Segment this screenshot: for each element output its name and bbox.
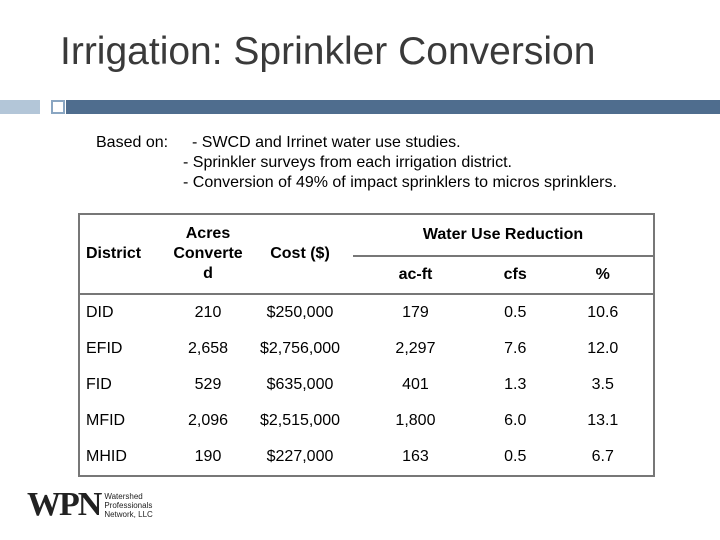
cell-cfs: 0.5: [504, 304, 527, 321]
cell-acft: 179: [402, 304, 429, 321]
header-accent-square: [51, 100, 65, 114]
wpn-logo: [27, 486, 153, 524]
cell-cfs: 7.6: [504, 340, 527, 357]
cell-acres: 2,658: [187, 340, 229, 357]
col-header-water-use-reduction: Water Use Reduction: [353, 214, 654, 256]
based-on-item: - SWCD and Irrinet water use studies.: [192, 134, 461, 151]
cell-cfs: 6.0: [504, 412, 527, 429]
cell-percent: 3.5: [591, 376, 614, 393]
cell-percent: 12.0: [587, 340, 619, 357]
cell-acft: 401: [402, 376, 429, 393]
table-row: [79, 294, 654, 331]
table-row: [79, 331, 654, 367]
cell-cost: $250,000: [266, 304, 334, 321]
header-accent-bar-left: [0, 100, 40, 114]
cell-cost: $2,515,000: [259, 412, 341, 429]
table-row: [79, 403, 654, 439]
cell-acft: 163: [402, 448, 429, 465]
cell-acres: 210: [194, 304, 222, 321]
col-header-acres: Acres Converte d: [169, 214, 247, 294]
logo-text: [104, 492, 152, 519]
cell-acft: 2,297: [395, 340, 436, 357]
page-title: Irrigation: Sprinkler Conversion: [60, 30, 596, 73]
cell-acres: 190: [194, 448, 222, 465]
based-on-notes: [96, 133, 617, 193]
based-on-label: Based on:: [96, 134, 169, 151]
logo-line: Professionals: [104, 500, 153, 510]
cell-cfs: 0.5: [504, 448, 527, 465]
cell-percent: 13.1: [587, 412, 619, 429]
cell-district: MFID: [86, 412, 126, 429]
col-header-district: District: [79, 214, 169, 294]
logo-line: Network, LLC: [104, 509, 153, 519]
col-header-cfs: cfs: [478, 256, 553, 294]
col-header-cost: Cost ($): [247, 214, 353, 294]
cell-cost: $635,000: [266, 376, 334, 393]
logo-line: Watershed: [104, 491, 143, 501]
cell-acres: 529: [194, 376, 222, 393]
col-header-percent: %: [553, 256, 654, 294]
logo-mark: WPN: [27, 486, 101, 523]
cell-cost: $2,756,000: [259, 340, 341, 357]
water-use-table: [78, 213, 655, 477]
cell-percent: 10.6: [587, 304, 619, 321]
cell-percent: 6.7: [591, 448, 614, 465]
cell-district: FID: [86, 376, 112, 393]
cell-district: DID: [86, 304, 114, 321]
col-header-acft: ac-ft: [353, 256, 478, 294]
cell-acres: 2,096: [187, 412, 229, 429]
header-accent-bar-right: [66, 100, 720, 114]
based-on-item: - Conversion of 49% of impact sprinklers to micros sprinklers.: [183, 174, 617, 191]
table-row: [79, 367, 654, 403]
cell-district: EFID: [86, 340, 123, 357]
cell-district: MHID: [86, 448, 127, 465]
cell-cost: $227,000: [266, 448, 334, 465]
cell-cfs: 1.3: [504, 376, 527, 393]
cell-acft: 1,800: [395, 412, 436, 429]
based-on-item: - Sprinkler surveys from each irrigation district.: [183, 154, 512, 171]
table-row: [79, 439, 654, 476]
